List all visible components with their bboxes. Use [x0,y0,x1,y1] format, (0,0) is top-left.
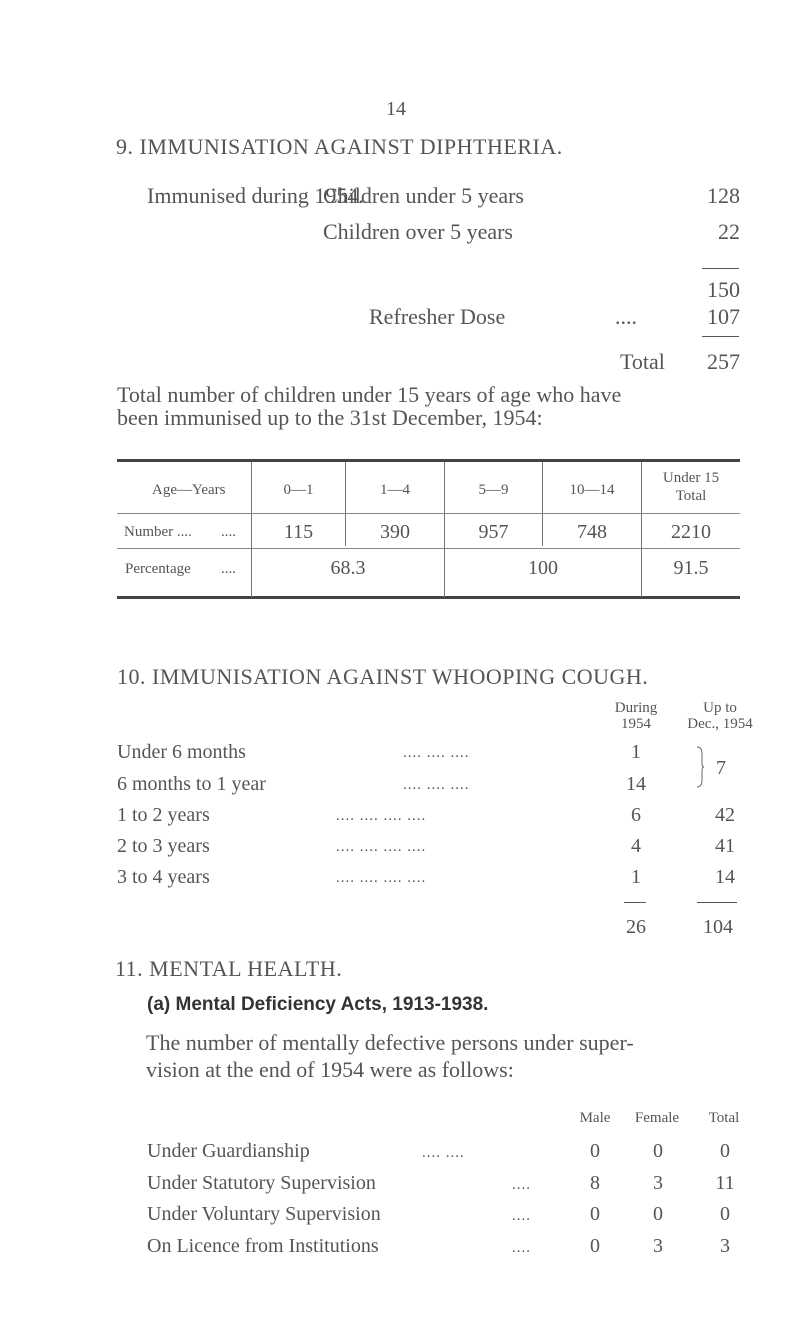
mh-row-dots: .... [512,1177,531,1193]
total-value: 257 [707,349,740,374]
mh-header-female: Female [634,1110,680,1126]
mh-row-female: 0 [653,1140,663,1162]
wc-row-dots: .... .... .... .... [336,870,427,886]
children-under5-label: Children under 5 years [323,183,524,208]
children-over5-label: Children over 5 years [323,219,513,244]
mh-row-male: 0 [590,1140,600,1162]
header-age-years: Age—Years [152,482,226,498]
wc-row-upto: 14 [715,866,735,888]
wc-row-during: 1 [631,866,641,888]
wc-row-label: 3 to 4 years [117,866,210,888]
mh-row-male: 0 [590,1203,600,1225]
header-under15: Under 15 [662,470,720,486]
wc-row-during: 1 [631,741,641,763]
immunised-label: Immunised during 1954. [147,183,364,208]
section9-paragraph-line1: Total number of children under 15 years of age who have [117,382,622,407]
section9-paragraph-line2: been immunised up to the 31st December, 1954: [117,405,543,430]
subtotal-rule [702,268,739,269]
wc-row-dots: .... .... .... .... [336,839,427,855]
during-head-2: 1954 [621,716,651,732]
mh-row-male: 8 [590,1172,600,1194]
refresher-label: Refresher Dose [369,304,506,329]
header-5-9: 5—9 [478,482,509,498]
during-head-1: During [614,700,658,716]
header-0-1: 0—1 [283,482,314,498]
percentage-5-14: 100 [528,557,558,579]
mh-row-female: 3 [653,1172,663,1194]
percentage-under5: 68.3 [330,557,366,579]
wc-total-upto: 104 [703,916,733,938]
mh-row-dots: .... .... [422,1145,465,1161]
wc-row-dots: .... .... .... [403,745,470,761]
upto-head-1: Up to [703,700,737,716]
wc-row-label: Under 6 months [117,741,246,763]
wc-row-during: 4 [631,835,641,857]
wc-row-label: 6 months to 1 year [117,773,266,795]
table-row-divider [117,548,740,549]
total-rule [702,336,739,337]
bracket-icon [696,746,704,788]
percentage-total: 91.5 [673,557,709,579]
wc-total-rule-during [624,902,646,903]
wc-row-during: 6 [631,804,641,826]
number-dots: .... [221,524,236,540]
mh-row-male: 0 [590,1235,600,1257]
subtotal-value: 150 [707,277,740,302]
header-10-14: 10—14 [569,482,615,498]
table-top-rule [117,459,740,462]
table-bottom-rule [117,596,740,599]
upto-head-2: Dec., 1954 [687,716,753,732]
children-under5-value: 128 [707,183,740,208]
section11-heading: 11. MENTAL HEALTH. [115,956,343,981]
section11-para-line1: The number of mentally defective persons under super- [146,1030,634,1055]
mh-row-label: Under Statutory Supervision [147,1172,376,1194]
mh-row-female: 0 [653,1203,663,1225]
mh-row-total: 3 [720,1235,730,1257]
children-over5-value: 22 [718,219,740,244]
section9-heading: 9. IMMUNISATION AGAINST DIPHTHERIA. [116,134,563,159]
mh-row-dots: .... [512,1240,531,1256]
percentage-dots: .... [221,561,236,577]
mh-row-label: Under Guardianship [147,1140,310,1162]
page-number: 14 [386,98,406,120]
mh-header-total: Total [708,1110,740,1126]
wc-row-upto: 42 [715,804,735,826]
mh-row-total: 0 [720,1140,730,1162]
wc-row-dots: .... .... .... .... [336,808,427,824]
wc-row-dots: .... .... .... [403,777,470,793]
mh-row-total: 0 [720,1203,730,1225]
mh-row-label: Under Voluntary Supervision [147,1203,381,1225]
table-row-divider [117,513,740,514]
number-0-1: 115 [283,521,314,543]
refresher-value: 107 [707,304,740,329]
number-1-4: 390 [380,521,410,543]
header-1-4: 1—4 [380,482,410,498]
number-label: Number .... [124,524,192,540]
number-5-9: 957 [478,521,509,543]
wc-total-during: 26 [626,916,646,938]
wc-row-during: 14 [626,773,646,795]
section10-heading: 10. IMMUNISATION AGAINST WHOOPING COUGH. [117,664,649,689]
number-total: 2210 [671,521,711,543]
header-total: Total [675,488,707,504]
wc-total-rule-upto [697,902,737,903]
total-label: Total [620,349,665,374]
mh-row-label: On Licence from Institutions [147,1235,379,1257]
mh-row-total: 11 [715,1172,735,1194]
mh-header-male: Male [579,1110,611,1126]
percentage-label: Percentage [125,561,191,577]
wc-row-label: 1 to 2 years [117,804,210,826]
number-10-14: 748 [577,521,607,543]
refresher-dots: .... [615,304,637,329]
section11-para-line2: vision at the end of 1954 were as follows: [146,1057,514,1082]
mh-row-dots: .... [512,1208,531,1224]
wc-row-upto: 41 [715,835,735,857]
wc-row-label: 2 to 3 years [117,835,210,857]
bracket-value: 7 [716,757,726,779]
section11-subheading: (a) Mental Deficiency Acts, 1913-1938. [147,994,489,1015]
mh-row-female: 3 [653,1235,663,1257]
